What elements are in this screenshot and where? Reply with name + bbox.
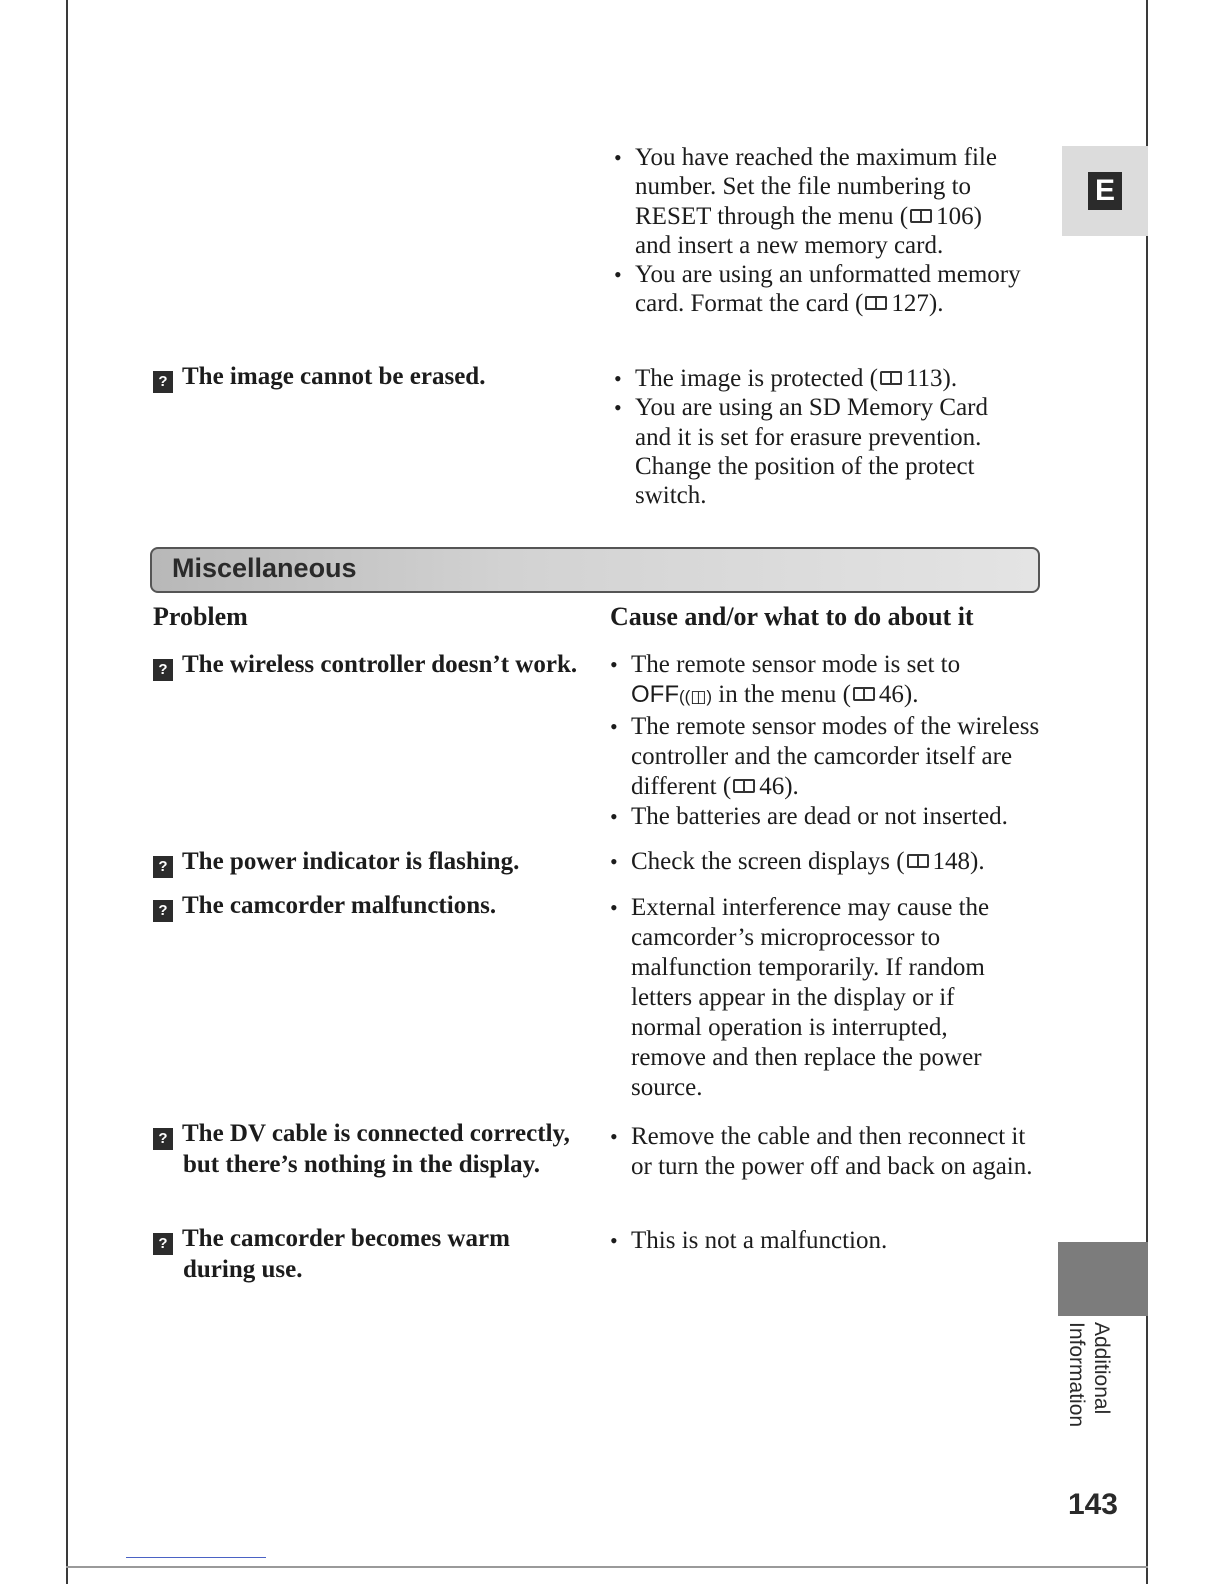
page-edge-right xyxy=(1146,0,1148,1584)
question-icon: ? xyxy=(153,659,173,681)
question-icon: ? xyxy=(153,1233,173,1255)
list-item: • The batteries are dead or not inserted. xyxy=(610,802,1040,832)
chapter-tab xyxy=(1062,146,1148,236)
page-edge-left xyxy=(66,0,68,1584)
causes-list xyxy=(610,1226,1040,1256)
section-side-label: Additional Information xyxy=(1065,1322,1113,1428)
chapter-letter: E xyxy=(1088,172,1122,210)
book-icon xyxy=(865,296,887,310)
remote-sensor-icon: ((◫) xyxy=(679,687,713,706)
continued-causes-list xyxy=(614,143,1024,319)
list-item: • You are using an unformatted memory card. Format the card ( 127). xyxy=(614,260,1024,319)
book-icon xyxy=(910,209,932,223)
section-tab-marker xyxy=(1058,1242,1148,1316)
section-title: Miscellaneous xyxy=(172,553,357,583)
causes-list xyxy=(610,893,1010,1103)
section-heading-bar xyxy=(150,547,1040,593)
book-icon xyxy=(853,687,875,701)
problem-item: ? The power indicator is flashing. xyxy=(153,847,603,878)
list-item: • The image is protected ( 113). xyxy=(614,364,1024,393)
question-icon: ? xyxy=(153,900,173,922)
causes-list xyxy=(614,364,1024,510)
list-item: • You are using an SD Memory Card and it is set for erasure prevention. Change the position of the protect switch. xyxy=(614,393,1024,510)
book-icon xyxy=(880,371,902,385)
question-icon: ? xyxy=(153,371,173,393)
list-item: • This is not a malfunction. xyxy=(610,1226,1040,1256)
book-icon xyxy=(907,854,929,868)
list-item: • External interference may cause the camcorder’s microprocessor to malfunction temporarily. If random letters appear in the display or if normal operation is interrupted, remove and then replace the power source. xyxy=(610,893,1010,1103)
question-icon: ? xyxy=(153,856,173,878)
list-item: • The remote sensor mode is set to OFF((◫) in the menu ( 46). xyxy=(610,650,1040,712)
list-item: • Check the screen displays ( 148). xyxy=(610,847,1040,877)
problem-item: ? The camcorder malfunctions. xyxy=(153,891,583,922)
problem-item: ? The image cannot be erased. xyxy=(153,362,583,393)
problem-item: ? The wireless controller doesn’t work. xyxy=(153,650,583,681)
book-icon xyxy=(733,779,755,793)
problem-item: ? The DV cable is connected correctly, but there’s nothing in the display. xyxy=(153,1119,573,1179)
bottom-rule xyxy=(66,1566,1148,1568)
problem-column-header: Problem xyxy=(153,602,248,631)
list-item: • Remove the cable and then reconnect it or turn the power off and back on again. xyxy=(610,1122,1040,1182)
problem-item: ? The camcorder becomes warm during use. xyxy=(153,1224,573,1284)
list-item: • The remote sensor modes of the wireless controller and the camcorder itself are different ( 46). xyxy=(610,712,1040,802)
bottom-link-rule xyxy=(126,1557,266,1558)
remote-mode-value: OFF((◫) xyxy=(631,681,713,708)
list-item: • You have reached the maximum file number. Set the file numbering to RESET through the menu ( 106) and insert a new memory card. xyxy=(614,143,1024,260)
page-number: 143 xyxy=(1067,1488,1118,1521)
causes-list xyxy=(610,847,1040,877)
causes-list xyxy=(610,1122,1040,1182)
cause-column-header: Cause and/or what to do about it xyxy=(610,602,974,631)
question-icon: ? xyxy=(153,1128,173,1150)
causes-list xyxy=(610,650,1040,832)
